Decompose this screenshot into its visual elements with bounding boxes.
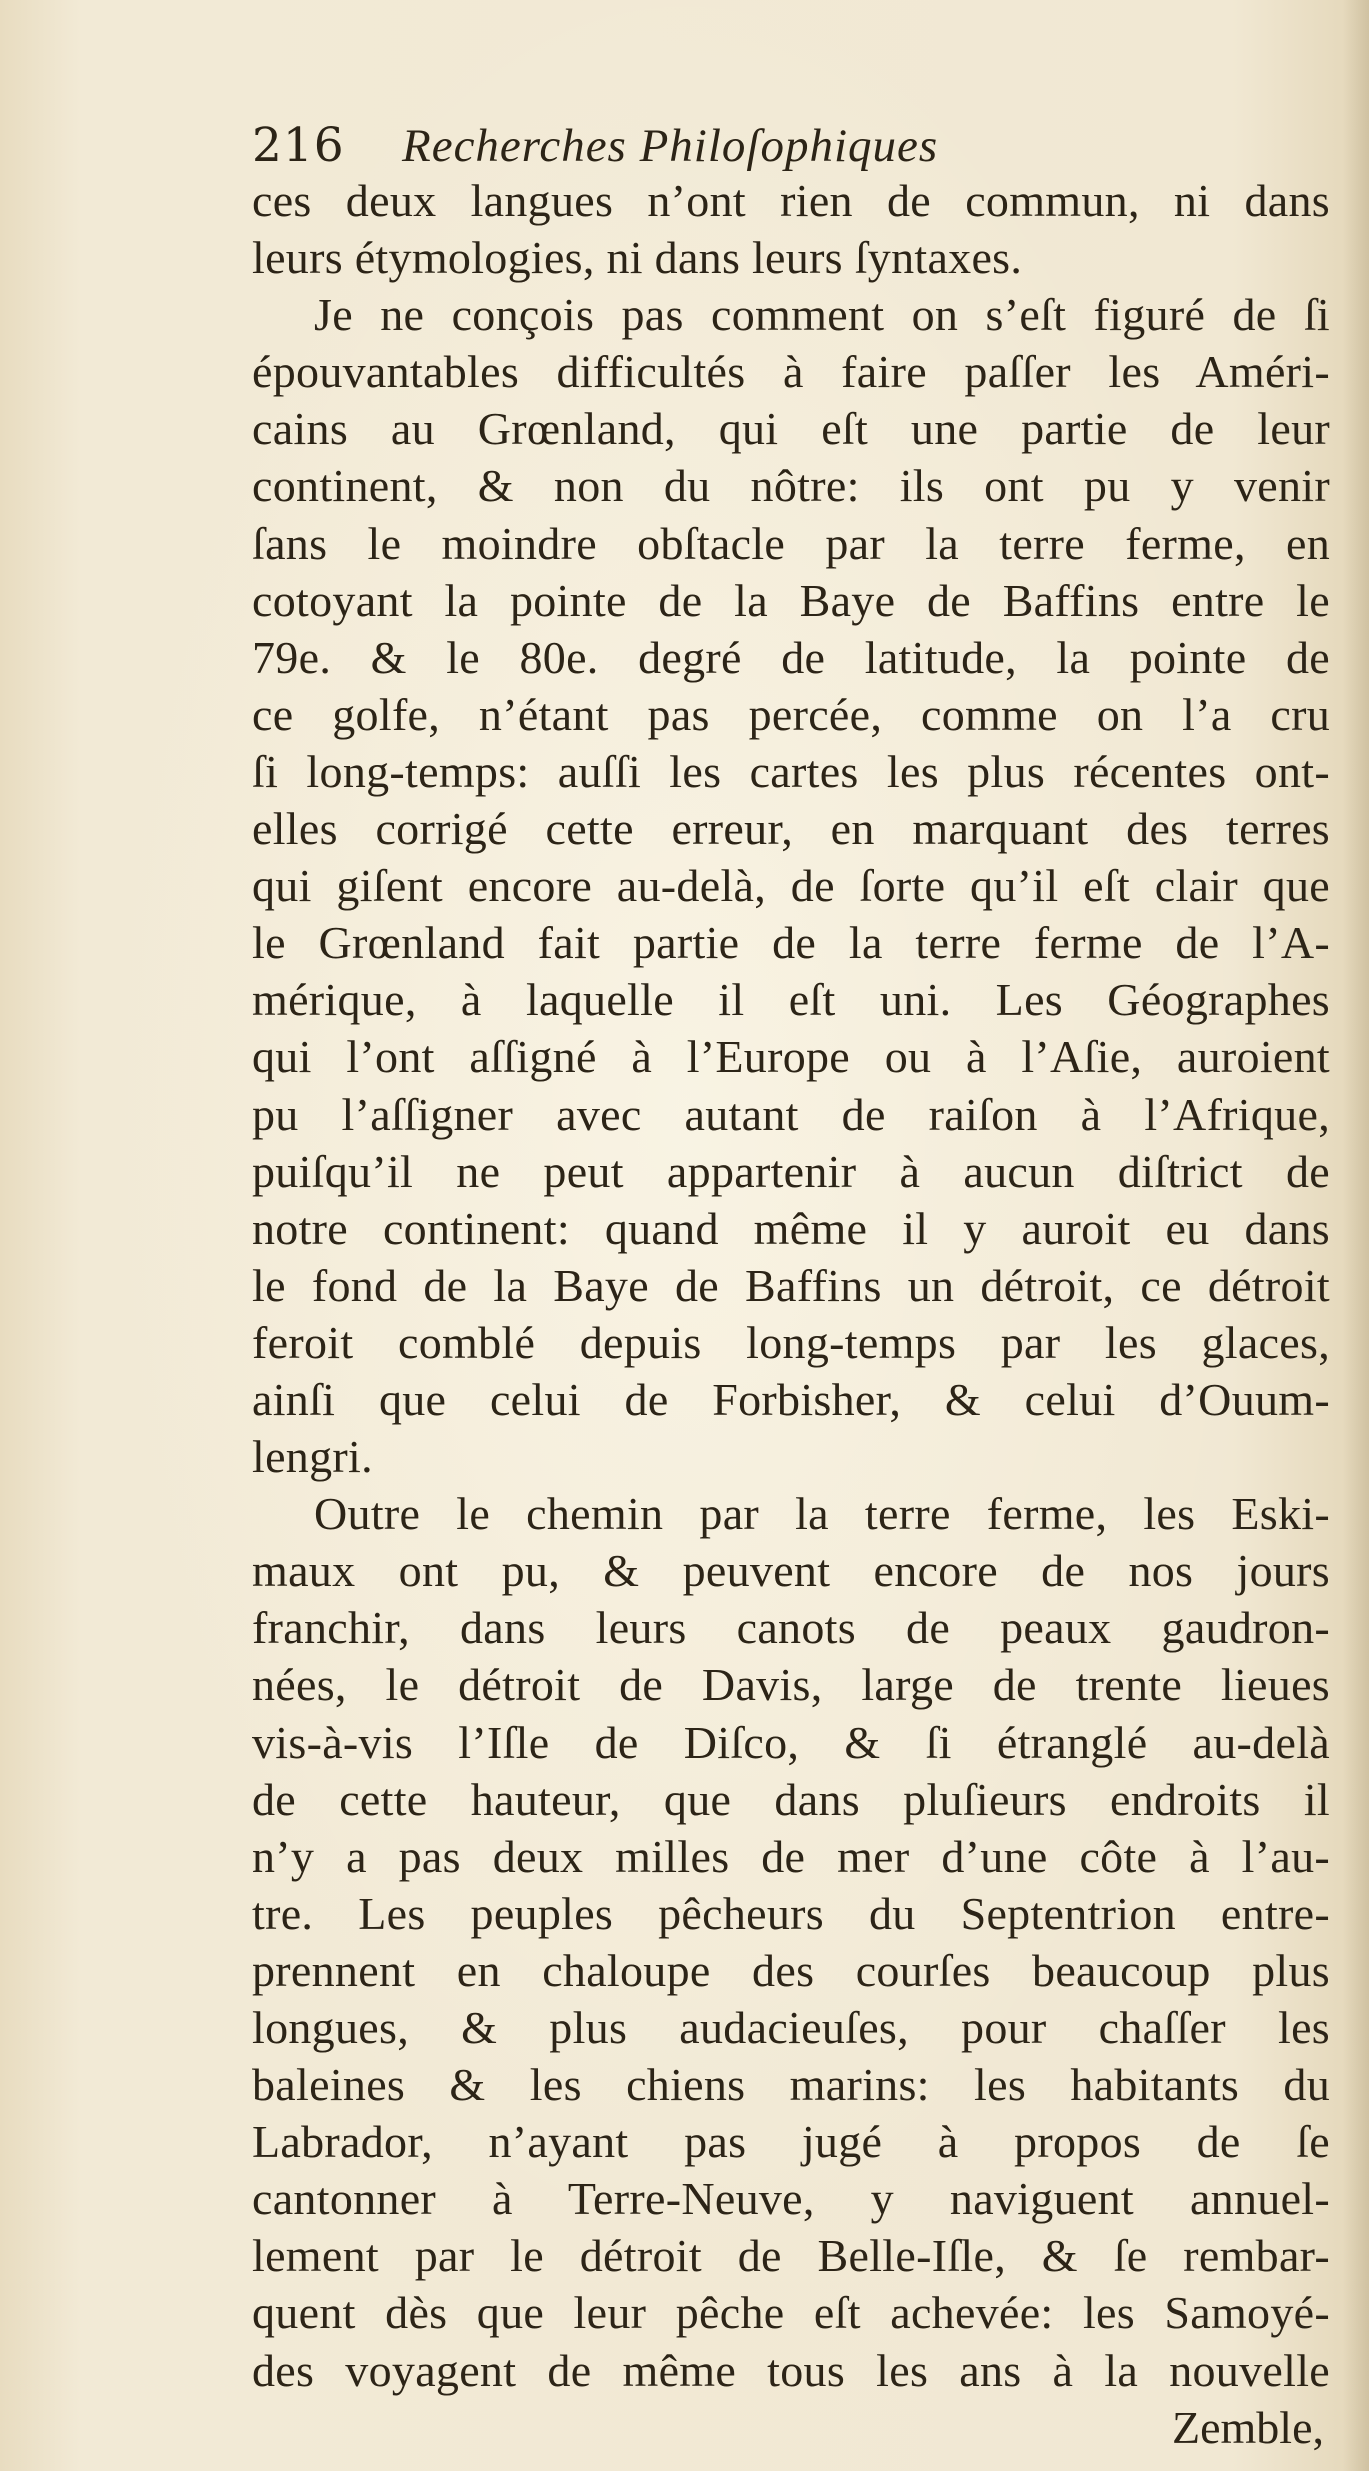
running-head — [252, 120, 1330, 172]
text-line: nées, le détroit de Davis, large de trente lieues — [252, 1659, 1330, 1711]
text-line: lement par le détroit de Belle-Iſle, & ſe rembar- — [252, 2230, 1330, 2282]
text-line: n’y a pas deux milles de mer d’une côte à l’au- — [252, 1830, 1330, 1882]
catchword: Zemble, — [1172, 2401, 1324, 2453]
text-line: notre continent: quand même il y auroit eu dans — [252, 1202, 1330, 1254]
text-line: maux ont pu, & peuvent encore de nos jours — [252, 1545, 1330, 1597]
page-edge-shadow — [1343, 0, 1369, 2471]
text-line: franchir, dans leurs canots de peaux gaudron- — [252, 1602, 1330, 1654]
text-line: leurs étymologies, ni dans leurs ſyntaxes. — [252, 232, 1023, 284]
text-line: ſans le moindre obſtacle par la terre ferme, en — [252, 517, 1330, 569]
text-line: baleines & les chiens marins: les habitants du — [252, 2059, 1330, 2111]
text-line: 79e. & le 80e. degré de latitude, la pointe de — [252, 631, 1330, 683]
text-line: mérique, à laquelle il eſt uni. Les Géographes — [252, 974, 1330, 1026]
text-line: cantonner à Terre-Neuve, y naviguent annuel- — [252, 2173, 1330, 2225]
text-line: pu l’aſſigner avec autant de raiſon à l’Afrique, — [252, 1088, 1330, 1140]
text-line: feroit comblé depuis long-temps par les glaces, — [252, 1316, 1330, 1368]
running-title: Recherches Philoſophiques — [402, 120, 939, 172]
text-line: lengri. — [252, 1431, 373, 1483]
text-line: de cette hauteur, que dans pluſieurs endroits il — [252, 1773, 1330, 1825]
text-line: le Grœnland fait partie de la terre ferme de l’A- — [252, 917, 1330, 969]
page-number: 216 — [252, 118, 345, 173]
text-line: tre. Les peuples pêcheurs du Septentrion entre- — [252, 1887, 1330, 1939]
text-line: prennent en chaloupe des courſes beaucoup plus — [252, 1944, 1330, 1996]
text-line: vis-à-vis l’Iſle de Diſco, & ſi étranglé au-delà — [252, 1716, 1330, 1768]
text-line: qui l’ont aſſigné à l’Europe ou à l’Aſie, auroient — [252, 1031, 1330, 1083]
text-line: Outre le chemin par la terre ferme, les Eski- — [314, 1488, 1330, 1540]
text-line: cotoyant la pointe de la Baye de Baffins entre le — [252, 574, 1330, 626]
text-line: elles corrigé cette erreur, en marquant des terres — [252, 803, 1330, 855]
text-line: qui giſent encore au-delà, de ſorte qu’il eſt clair que — [252, 860, 1330, 912]
text-line: Labrador, n’ayant pas jugé à propos de ſe — [252, 2116, 1330, 2168]
text-block — [252, 120, 1330, 2456]
text-line: ainſi que celui de Forbisher, & celui d’Ouum- — [252, 1373, 1330, 1425]
text-line: cains au Grœnland, qui eſt une partie de leur — [252, 403, 1330, 455]
text-line: Je ne conçois pas comment on s’eſt figuré de ſi — [314, 289, 1330, 341]
text-line: puiſqu’il ne peut appartenir à aucun diſtrict de — [252, 1145, 1330, 1197]
text-line: le fond de la Baye de Baffins un détroit, ce détroit — [252, 1259, 1330, 1311]
text-line: longues, & plus audacieuſes, pour chaſſer les — [252, 2002, 1330, 2053]
text-line: épouvantables difficultés à faire paſſer les Améri- — [252, 346, 1330, 398]
body-text — [252, 172, 1330, 2399]
text-line: continent, & non du nôtre: ils ont pu y venir — [252, 460, 1330, 512]
text-line: des voyagent de même tous les ans à la nouvelle — [252, 2344, 1330, 2396]
text-line: ces deux langues n’ont rien de commun, ni dans — [252, 175, 1330, 226]
text-line: ce golfe, n’étant pas percée, comme on l’a cru — [252, 688, 1330, 740]
text-line: ſi long-temps: auſſi les cartes les plus récentes ont- — [252, 745, 1330, 797]
text-line: quent dès que leur pêche eſt achevée: les Samoyé- — [252, 2287, 1330, 2339]
